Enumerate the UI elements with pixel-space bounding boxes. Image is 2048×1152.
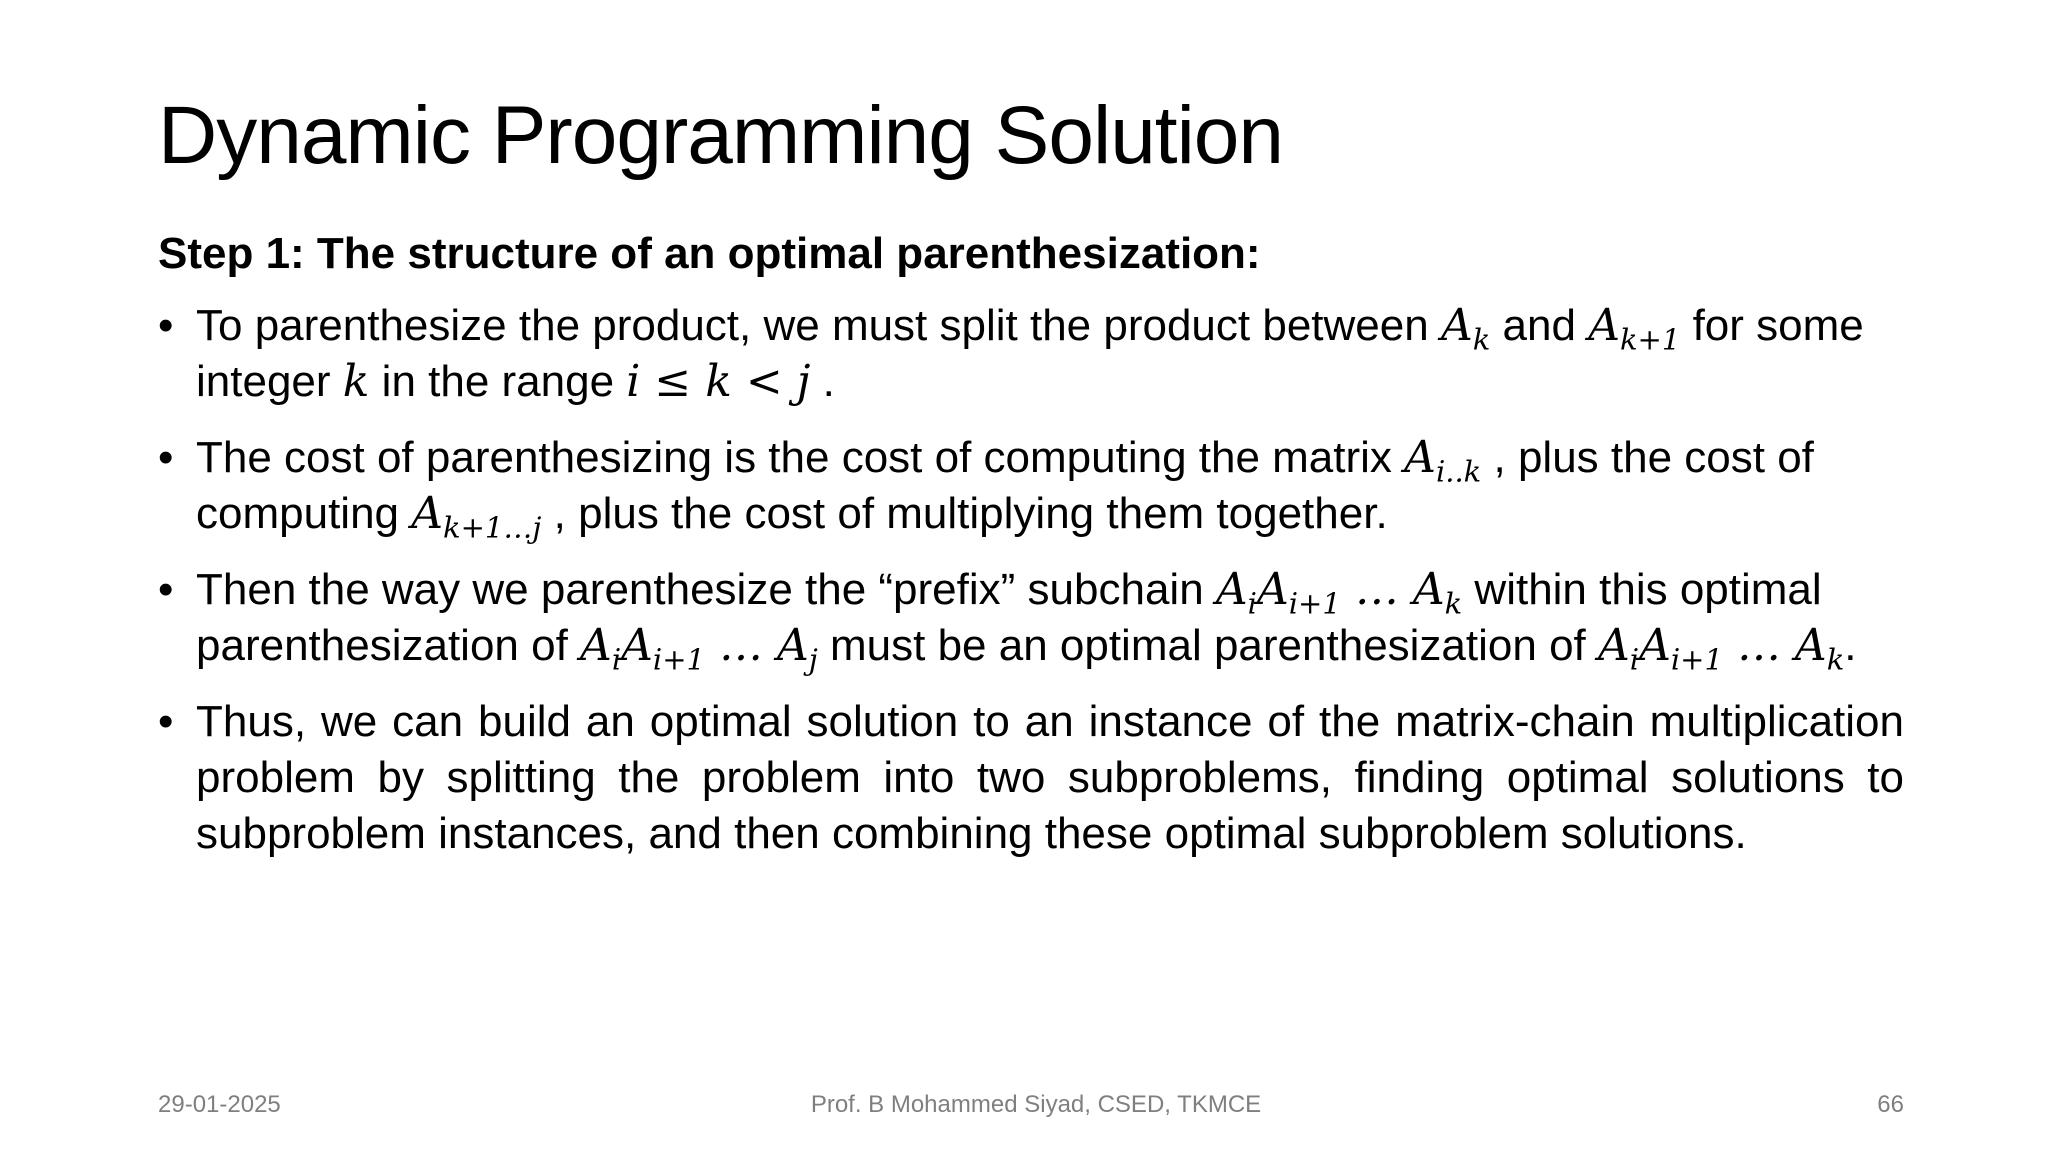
bullet-list	[158, 298, 1904, 882]
bullet-marker: •	[158, 433, 174, 482]
bullet-marker: •	[158, 697, 174, 746]
bullet-text	[196, 298, 1904, 410]
footer-date: 29-01-2025	[158, 1091, 281, 1118]
math-expression: i ≤ k < j	[626, 356, 811, 407]
bullet-marker: •	[158, 565, 174, 614]
footer-author: Prof. B Mohammed Siyad, CSED, TKMCE	[810, 1091, 1262, 1118]
slide-title: Dynamic Programming Solution	[158, 90, 1284, 181]
footer-page-number: 66	[1877, 1091, 1904, 1118]
step-heading: Step 1: The structure of an optimal parenthesization:	[158, 229, 1261, 278]
bullet-item	[158, 694, 1904, 862]
bullet-text	[196, 430, 1904, 545]
text-segment: .	[1844, 621, 1857, 670]
text-segment: in the range	[369, 357, 627, 406]
math-expression: $A_{k+1\dots j}$	[411, 488, 542, 545]
bullet-item	[158, 430, 1904, 545]
text-segment: for some integer	[196, 301, 1864, 406]
bullet-item	[158, 298, 1904, 410]
bullet-text: Thus, we can build an optimal solution to an instance of the matrix-chain multiplication problem by splitting the problem into two subproblems, finding optimal solutions to subproblem instances, and then combining these optimal subproblem solutions.	[196, 697, 1904, 858]
math-expression: $A_{i..k}$	[1404, 432, 1482, 489]
text-segment: .	[810, 357, 835, 406]
text-segment: The cost of parenthesizing is the cost of computing the matrix	[196, 433, 1405, 482]
bullet-marker: •	[158, 301, 174, 350]
math-expression: $A_iA_{i+1}$ … $A_k$	[1598, 620, 1845, 677]
text-segment: , plus the cost of computing	[196, 433, 1814, 538]
text-segment: within this optimal parenthesization of	[196, 565, 1822, 670]
text-segment: and	[1490, 301, 1589, 350]
math-expression: $A_iA_{i+1}$ … $A_j$	[580, 620, 818, 677]
math-expression: $A_{k+1}$	[1588, 300, 1681, 357]
text-segment: To parenthesize the product, we must split the product between	[196, 301, 1441, 350]
text-segment: must be an optimal parenthesization of	[817, 621, 1598, 670]
bullet-text	[196, 562, 1904, 677]
text-segment: , plus the cost of multiplying them together.	[541, 489, 1388, 538]
math-expression: $A_iA_{i+1}$ … $A_k$	[1215, 564, 1463, 621]
math-expression: k	[342, 356, 370, 407]
text-segment: Then the way we parenthesize the “prefix” subchain	[196, 565, 1216, 614]
bullet-item	[158, 562, 1904, 677]
math-expression: $A_k$	[1440, 300, 1491, 357]
